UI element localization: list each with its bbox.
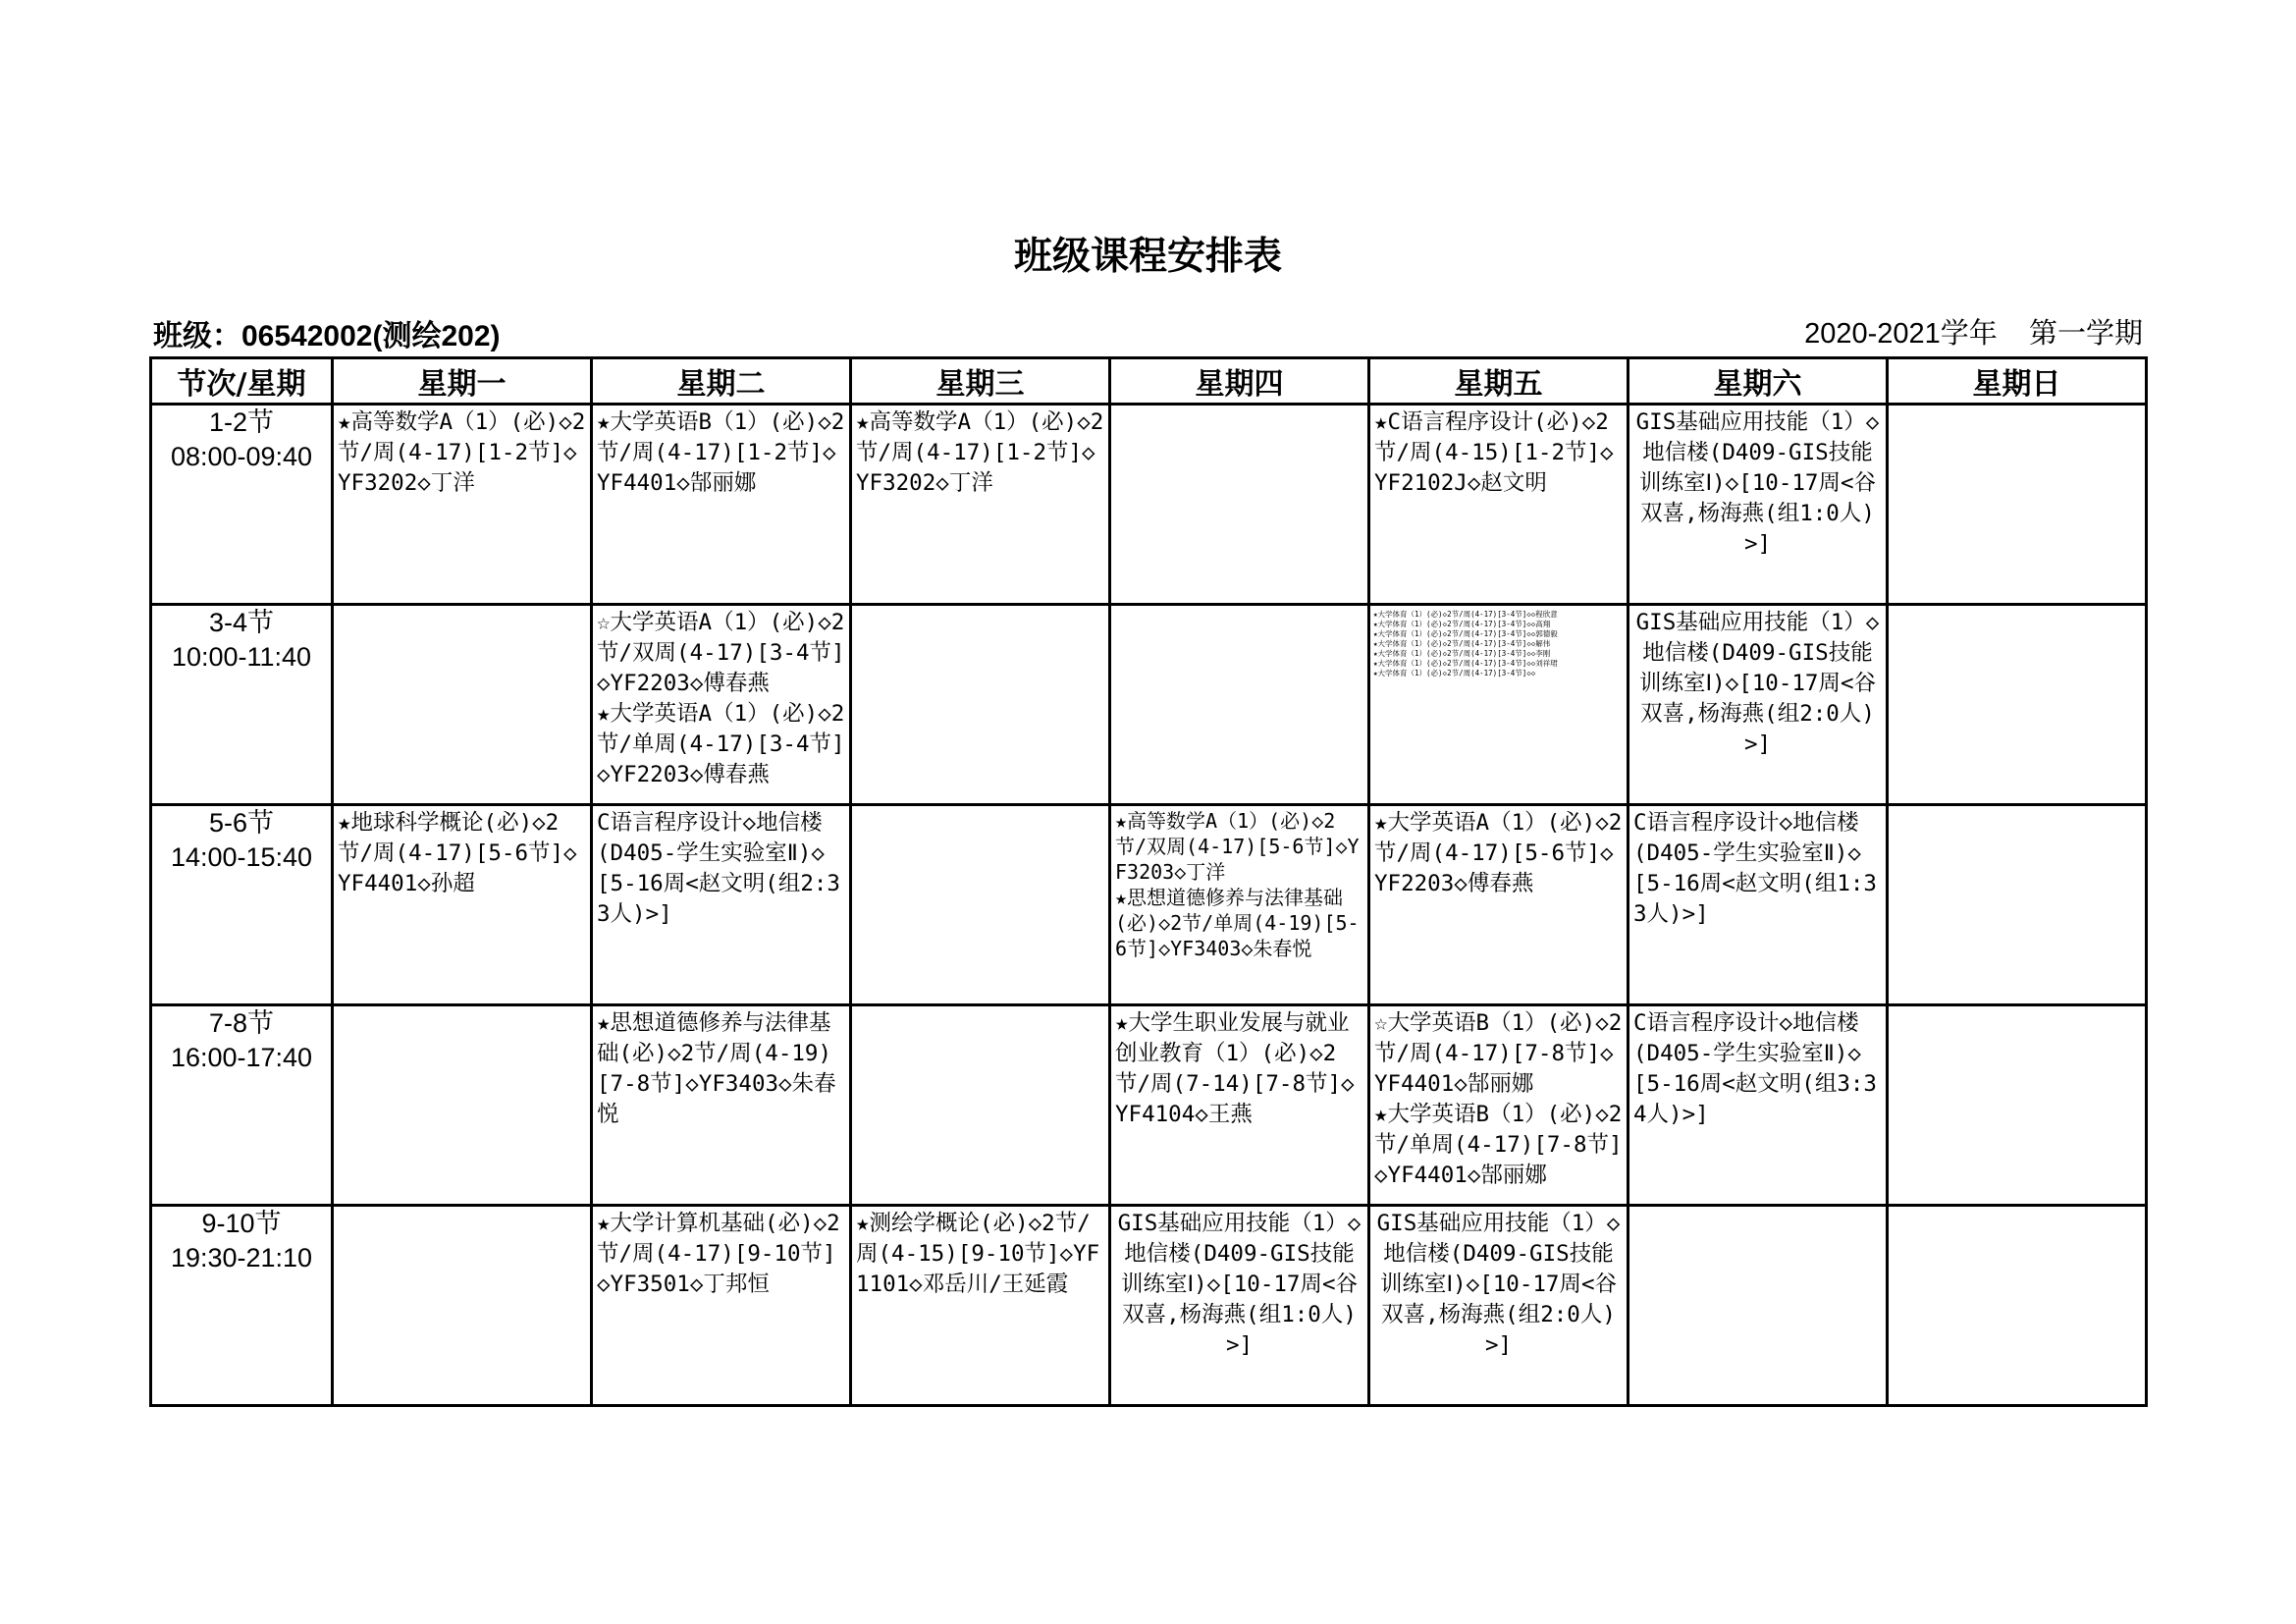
course-cell [1629,1206,1888,1406]
course-cell [1888,1005,2147,1206]
course-cell [1110,805,1369,1005]
course-text: ★地球科学概论(必)◇2节/周(4-17)[5-6节]◇YF4401◇孙超 [338,810,577,896]
course-text: C语言程序设计◇地信楼(D405-学生实验室Ⅱ)◇[5-16周<赵文明(组3:34人)>] [1633,1010,1877,1127]
course-text [852,1006,1108,1010]
header-row [151,358,2147,405]
period-time: 08:00-09:40 [170,442,313,471]
period-time: 14:00-15:40 [170,842,313,872]
table-row [151,1005,2147,1206]
course-cell [851,805,1110,1005]
course-cell [851,405,1110,605]
term-label: 2020-2021学年 第一学期 [1804,318,2143,350]
page-title: 班级课程安排表 [1013,235,1282,279]
table-row [151,1206,2147,1406]
course-text [852,606,1108,610]
course-text: C语言程序设计◇地信楼(D405-学生实验室Ⅱ)◇[5-16周<赵文明(组1:33人)>] [1633,810,1877,927]
course-text: ★大学体育（1）(必)◇2节/周(4-17)[3-4节]◇◇程欣意 ★大学体育（1）(必)◇2节/周(4-17)[3-4节]◇◇高翔 ★大学体育（1）(必)◇2节/周(4-17)[3-4节]◇◇郭德毅 ★大学体育（1）(必)◇2节/周(4-17)[3-4节]◇◇解伟 ★大学体育（1）(必)◇2节/周(4-17)[3-4节]◇◇李刚 ★大学体育（1）(必)◇2节/周(4-17)[3-4节]◇◇刘祥珺 ★大学体育（1）(必)◇2节/周(4-17)[3-4节]◇◇ [1373,610,1558,677]
period-cell [151,1005,333,1206]
course-cell [1629,405,1888,605]
header-corner: 节次/星期 [151,358,333,405]
period-time: 19:30-21:10 [170,1243,313,1272]
header-thursday: 星期四 [1110,358,1369,405]
course-text: ★大学英语A（1）(必)◇2节/周(4-17)[5-6节]◇YF2203◇傅春燕 [1374,810,1623,896]
header-saturday: 星期六 [1629,358,1888,405]
period-time: 16:00-17:40 [170,1043,313,1072]
course-text: GIS基础应用技能（1）◇地信楼(D409-GIS技能训练室Ⅰ)◇[10-17周<谷双喜,杨海燕(组1:0人)>] [1635,409,1880,557]
course-cell [333,1206,592,1406]
course-text [852,806,1108,810]
course-cell [333,805,592,1005]
table-row [151,805,2147,1005]
course-text [1889,1006,2145,1010]
course-text [1889,1207,2145,1211]
course-text [1629,1207,1886,1211]
course-cell [333,405,592,605]
course-text: ★大学生职业发展与就业创业教育（1）(必)◇2节/周(7-14)[7-8节]◇YF4104◇王燕 [1115,1010,1355,1127]
course-cell [1629,605,1888,805]
course-text: ☆大学英语A（1）(必)◇2节/双周(4-17)[3-4节]◇YF2203◇傅春燕 ★大学英语A（1）(必)◇2节/单周(4-17)[3-4节]◇YF2203◇傅春燕 [597,610,845,787]
course-text: ☆大学英语B（1）(必)◇2节/周(4-17)[7-8节]◇YF4401◇郜丽娜 ★大学英语B（1）(必)◇2节/单周(4-17)[7-8节]◇YF4401◇郜丽娜 [1374,1010,1623,1188]
period-label: 9-10节 [201,1209,282,1238]
schedule-table [149,356,2148,1407]
class-label: 班级：06542002(测绘202) [153,320,501,352]
period-cell [151,405,333,605]
course-text [1889,806,2145,810]
course-text: ★测绘学概论(必)◇2节/周(4-15)[9-10节]◇YF1101◇邓岳川/王延霞 [856,1211,1100,1297]
course-text [334,1006,590,1010]
course-text: GIS基础应用技能（1）◇地信楼(D409-GIS技能训练室Ⅰ)◇[10-17周<谷双喜,杨海燕(组2:0人)>] [1376,1211,1621,1358]
course-text: ★思想道德修养与法律基础(必)◇2节/周(4-19)[7-8节]◇YF3403◇朱春悦 [597,1010,836,1127]
course-cell [1110,1206,1369,1406]
header-monday: 星期一 [333,358,592,405]
course-cell [592,1005,851,1206]
course-text: ★高等数学A（1）(必)◇2节/周(4-17)[1-2节]◇YF3202◇丁洋 [338,409,586,496]
course-text: ★高等数学A（1）(必)◇2节/双周(4-17)[5-6节]◇YF3203◇丁洋 ★思想道德修养与法律基础(必)◇2节/单周(4-19)[5-6节]◇YF3403◇朱春悦 [1115,809,1360,960]
course-cell [1888,1206,2147,1406]
course-text [334,606,590,610]
header-tuesday: 星期二 [592,358,851,405]
course-cell [1629,805,1888,1005]
course-cell [1888,605,2147,805]
course-cell [1369,1005,1629,1206]
course-cell [1110,405,1369,605]
course-text [1889,406,2145,409]
period-label: 1-2节 [208,407,275,437]
course-cell [1888,405,2147,605]
course-text [1111,606,1367,610]
period-cell [151,805,333,1005]
course-cell [851,1005,1110,1206]
course-text: ★高等数学A（1）(必)◇2节/周(4-17)[1-2节]◇YF3202◇丁洋 [856,409,1104,496]
period-label: 7-8节 [208,1008,275,1038]
course-text: ★大学计算机基础(必)◇2节/周(4-17)[9-10节]◇YF3501◇丁邦恒 [597,1211,840,1297]
course-text: C语言程序设计◇地信楼(D405-学生实验室Ⅱ)◇[5-16周<赵文明(组2:33人)>] [597,810,840,927]
header-friday: 星期五 [1369,358,1629,405]
course-text: ★C语言程序设计(必)◇2节/周(4-15)[1-2节]◇YF2102J◇赵文明 [1374,409,1614,496]
course-cell [592,1206,851,1406]
course-cell [1888,805,2147,1005]
course-cell [592,605,851,805]
period-time: 10:00-11:40 [171,642,312,672]
course-text [1889,606,2145,610]
course-cell [851,605,1110,805]
course-cell [333,605,592,805]
table-row [151,605,2147,805]
header-sunday: 星期日 [1888,358,2147,405]
course-cell [1110,1005,1369,1206]
course-cell [1369,605,1629,805]
period-label: 5-6节 [208,808,275,838]
course-cell [1110,605,1369,805]
course-text [334,1207,590,1211]
period-label: 3-4节 [208,608,275,637]
course-cell [333,1005,592,1206]
course-cell [1369,405,1629,605]
course-cell [1369,1206,1629,1406]
course-text: GIS基础应用技能（1）◇地信楼(D409-GIS技能训练室Ⅰ)◇[10-17周<谷双喜,杨海燕(组1:0人)>] [1117,1211,1362,1358]
course-cell [592,805,851,1005]
course-cell [1369,805,1629,1005]
period-cell [151,605,333,805]
course-text: ★大学英语B（1）(必)◇2节/周(4-17)[1-2节]◇YF4401◇郜丽娜 [597,409,845,496]
course-text: GIS基础应用技能（1）◇地信楼(D409-GIS技能训练室Ⅰ)◇[10-17周<谷双喜,杨海燕(组2:0人)>] [1635,610,1880,757]
course-cell [592,405,851,605]
course-cell [1629,1005,1888,1206]
period-cell [151,1206,333,1406]
course-cell [851,1206,1110,1406]
table-row [151,405,2147,605]
course-text [1111,406,1367,409]
header-wednesday: 星期三 [851,358,1110,405]
